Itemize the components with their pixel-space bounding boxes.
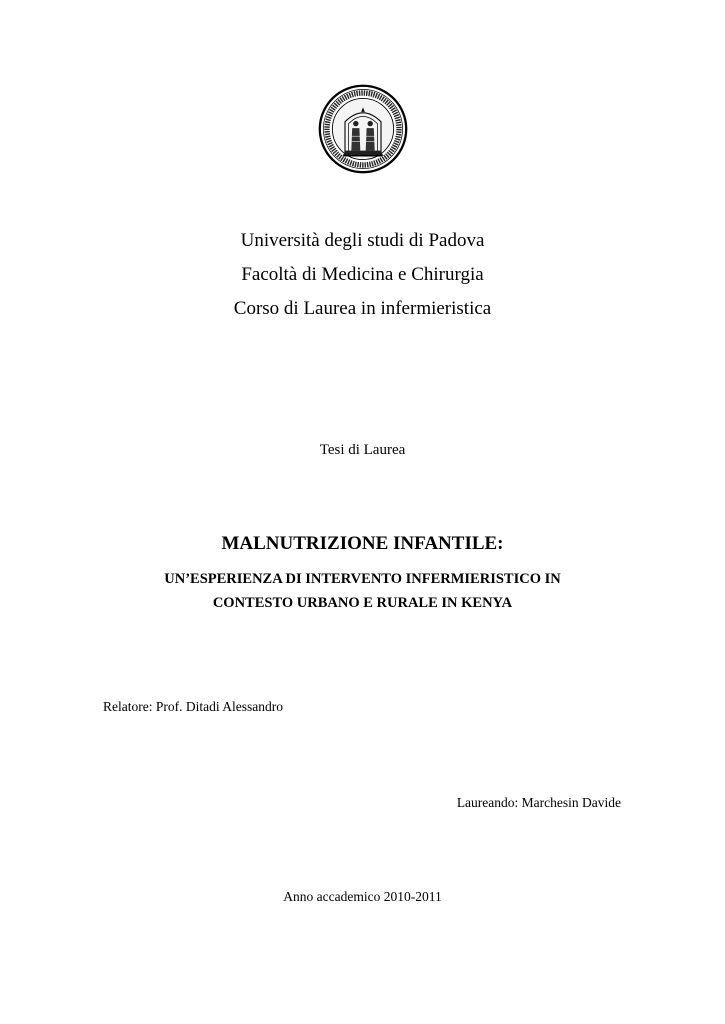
course-name: Corso di Laurea in infermieristica bbox=[233, 298, 492, 319]
thesis-title: MALNUTRIZIONE INFANTILE: bbox=[221, 533, 504, 554]
university-seal-icon bbox=[318, 84, 408, 174]
university-name: Università degli studi di Padova bbox=[240, 230, 485, 251]
thesis-subtitle-line-2: CONTESTO URBANO E RURALE IN KENYA bbox=[212, 595, 513, 611]
faculty-name: Facoltà di Medicina e Chirurgia bbox=[241, 264, 484, 285]
academic-year: Anno accademico 2010-2011 bbox=[283, 889, 442, 904]
thesis-subtitle-line-1: UN’ESPERIENZA DI INTERVENTO INFERMIERISTICO IN bbox=[164, 571, 561, 587]
thesis-type: Tesi di Laurea bbox=[319, 442, 406, 458]
candidate-line: Laureando: Marchesin Davide bbox=[456, 795, 621, 810]
advisor-line: Relatore: Prof. Ditadi Alessandro bbox=[103, 699, 283, 714]
